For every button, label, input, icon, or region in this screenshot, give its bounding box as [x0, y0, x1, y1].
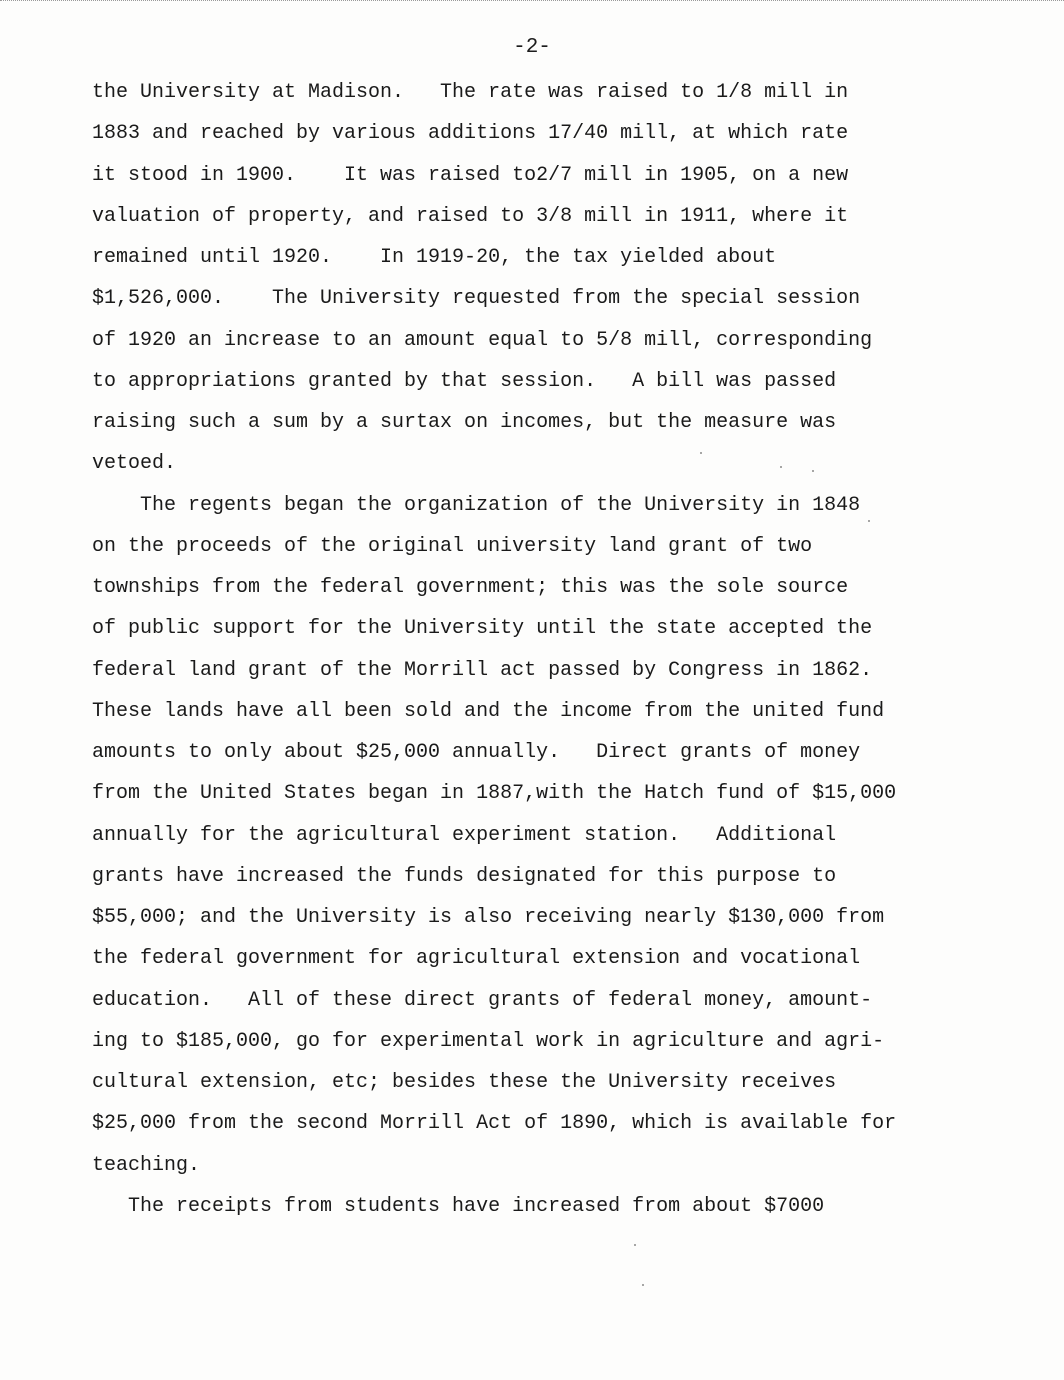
paper-speck	[634, 1244, 636, 1246]
text-line: from the United States began in 1887,with the Hatch fund of $15,000	[92, 782, 897, 806]
text-line: The receipts from students have increased from about $7000	[92, 1194, 825, 1218]
text-line: valuation of property, and raised to 3/8 mill in 1911, where it	[92, 204, 849, 228]
text-line: annually for the agricultural experiment station. Additional	[92, 823, 837, 847]
text-line: townships from the federal government; this was the sole source	[92, 576, 849, 599]
paper-speck	[700, 452, 702, 454]
text-line: $25,000 from the second Morrill Act of 1890, which is available for	[92, 1112, 897, 1136]
text-line: cultural extension, etc; besides these the University receives	[92, 1071, 837, 1094]
body-text	[92, 72, 992, 1227]
text-line: 1883 and reached by various additions 17/40 mill, at which rate	[92, 122, 849, 146]
text-line: the University at Madison. The rate was raised to 1/8 mill in	[92, 81, 849, 104]
text-line: The regents began the organization of the University in 1848	[92, 493, 861, 517]
text-line: teaching.	[92, 1153, 201, 1177]
text-line: raising such a sum by a surtax on incomes, but the measure was	[92, 411, 837, 434]
text-line: the federal government for agricultural extension and vocational	[92, 947, 861, 971]
text-line: to appropriations granted by that session. A bill was passed	[92, 369, 837, 393]
paper-speck	[780, 466, 782, 468]
text-line: of 1920 an increase to an amount equal to 5/8 mill, corresponding	[92, 328, 873, 352]
text-line: on the proceeds of the original university land grant of two	[92, 534, 813, 558]
text-line: remained until 1920. In 1919-20, the tax yielded about	[92, 246, 777, 269]
text-line: ing to $185,000, go for experimental work in agriculture and agri-	[92, 1029, 885, 1053]
text-line: $1,526,000. The University requested from the special session	[92, 287, 861, 311]
text-line: $55,000; and the University is also receiving nearly $130,000 from	[92, 906, 885, 929]
page-number: -2-	[513, 36, 551, 59]
text-line: federal land grant of the Morrill act passed by Congress in 1862.	[92, 658, 873, 682]
text-line: it stood in 1900. It was raised to2/7 mill in 1905, on a new	[92, 163, 849, 187]
text-line: vetoed.	[92, 452, 177, 476]
page-top-edge	[0, 0, 1064, 6]
text-line: of public support for the University until the state accepted the	[92, 617, 873, 641]
text-line: amounts to only about $25,000 annually. Direct grants of money	[92, 741, 861, 764]
text-line: grants have increased the funds designated for this purpose to	[92, 864, 837, 888]
text-line: These lands have all been sold and the income from the united fund	[92, 699, 885, 723]
paper-speck	[868, 520, 870, 522]
paper-speck	[812, 470, 814, 472]
paper-speck	[642, 1284, 644, 1286]
text-line: education. All of these direct grants of federal money, amount-	[92, 988, 873, 1012]
